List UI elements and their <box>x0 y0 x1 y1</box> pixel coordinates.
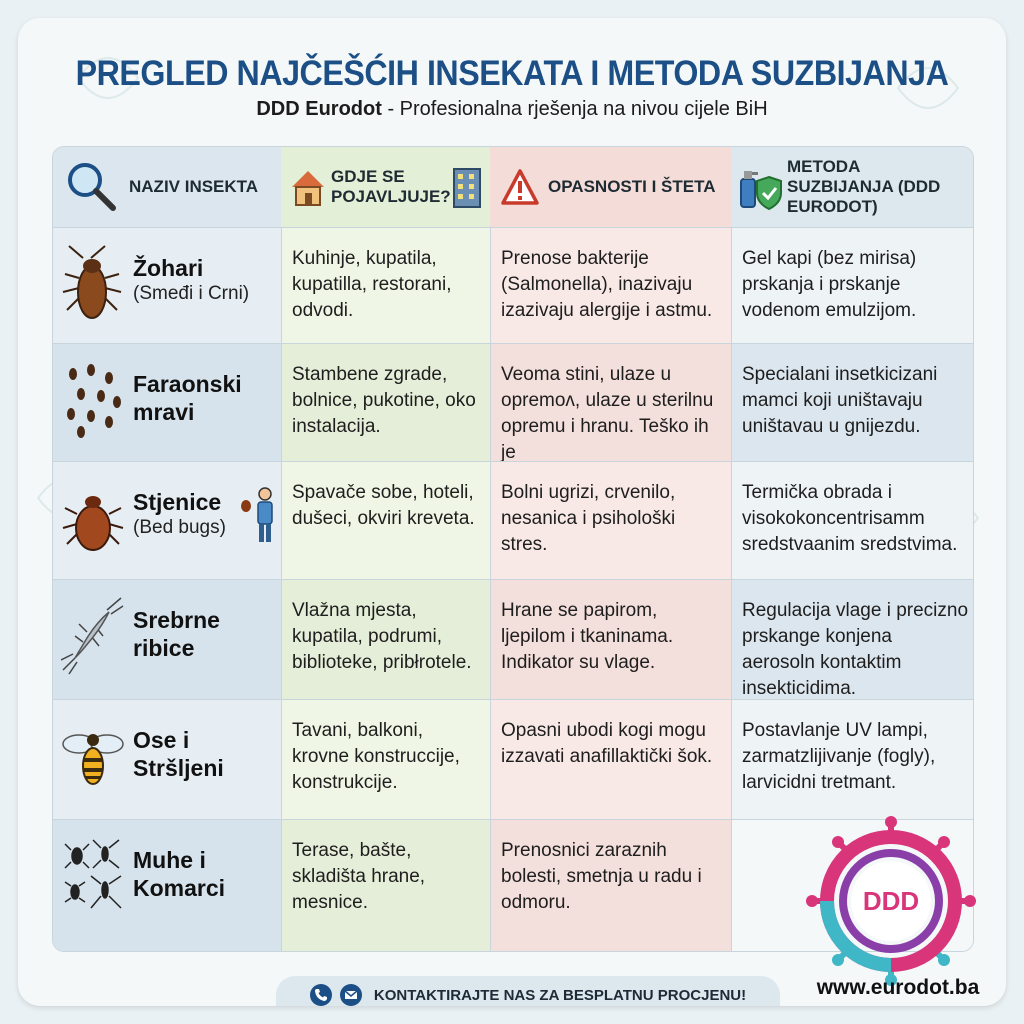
spray-shield-icon <box>737 163 783 211</box>
danger-text: Hrane se papirom, ljepilom i tkaninama. Indikator su vlage. <box>501 600 674 673</box>
contact-bar[interactable] <box>276 976 780 1006</box>
flies-mosquitoes-icon <box>61 836 125 916</box>
insect-name: Stjenice (Bed bugs) <box>133 489 226 538</box>
warning-icon <box>500 168 540 206</box>
logo-text: DDD <box>862 886 920 916</box>
email-icon <box>340 984 362 1006</box>
cockroach-icon <box>61 244 125 324</box>
where-text: Kuhinje, kupatila, kupatilla, restorani, odvodi. <box>292 248 452 321</box>
bedbug-icon <box>61 478 125 558</box>
table-header <box>53 147 974 227</box>
method-text: Regulacija vlage i precizno prskange konjena aerosoln kontaktim insekticidima. <box>742 600 969 699</box>
header-label: GDJE SE POJAVLJUJE? <box>331 167 451 206</box>
person-icon <box>237 486 277 546</box>
contact-cta: KONTAKTIRAJTE NAS ZA BESPLATNU PROCJENU! <box>373 986 747 1004</box>
website-link[interactable]: www.eurodot.ba <box>816 976 980 999</box>
danger-text: Veoma stini, ulaze u opremoʌ, ulaze u sterilnu opremu i hranu. Teško ih je <box>501 364 714 463</box>
header-cell-where <box>281 147 490 227</box>
building-icon <box>451 165 483 209</box>
page-subtitle <box>18 98 1006 121</box>
header-cell-name <box>53 147 281 227</box>
table-row <box>53 699 974 819</box>
header-cell-method <box>731 147 974 227</box>
header-cell-danger <box>490 147 731 227</box>
method-text: Termička obrada i visokokoncentrisamm sredstvaanim sredstvima. <box>742 482 958 555</box>
insect-name: Ose i Stršljeni <box>133 727 224 781</box>
header-label: OPASNOSTI I ŠTETA <box>548 177 716 196</box>
method-text: Specialani insetkicizani mamci koji uništavaju uništavau u gnijezdu. <box>742 364 938 437</box>
where-text: Tavani, balkoni, krovne konstruccije, konstrukcije. <box>292 720 460 793</box>
insect-name: Faraonski mravi <box>133 371 242 425</box>
phone-icon <box>310 984 332 1006</box>
where-text: Spavače sobe, hoteli, dušeci, okviri kreveta. <box>292 482 475 529</box>
subtitle-brand: DDD Eurodot <box>256 98 382 120</box>
magnifier-icon <box>63 158 121 216</box>
insect-name: Muhe i Komarci <box>133 847 226 901</box>
infographic-card <box>18 18 1006 1006</box>
insect-name: Žohari (Smeđi i Crni) <box>133 255 250 304</box>
method-text: Gel kapi (bez mirisa) prskanja i prskanje vodenom emulzijom. <box>742 248 917 321</box>
where-text: Stambene zgrade, bolnice, pukotine, oko instalacija. <box>292 364 476 437</box>
danger-text: Prenosnici zaraznih bolesti, smetnja u radu i odmoru. <box>501 840 702 913</box>
where-text: Terase, bašte, skladišta hrane, mesnice. <box>292 840 426 913</box>
wasp-icon <box>61 716 125 796</box>
header-label: NAZIV INSEKTA <box>129 177 259 196</box>
method-text: Postavlanje UV lampi, zarmatzlijivanje (fogly), larvicidni tretmant. <box>742 720 936 793</box>
subtitle-text: - Profesionalna rješenja na nivou cijele BiH <box>381 98 768 120</box>
table-row <box>53 461 974 579</box>
eurodot-logo <box>806 816 976 986</box>
ants-icon <box>61 360 125 440</box>
house-icon <box>289 165 327 209</box>
danger-text: Bolni ugrizi, crvenilo, nesanica i psihološki stres. <box>501 482 676 555</box>
danger-text: Prenose bakterije (Salmonella), inazivaju izazivaju alergije i astmu. <box>501 248 713 321</box>
silverfish-icon <box>61 596 125 676</box>
insect-name: Srebrne ribice <box>133 607 220 661</box>
danger-text: Opasni ubodi kogi mogu izzavati anafillaktički šok. <box>501 720 713 767</box>
table-row <box>53 579 974 699</box>
where-text: Vlažna mjesta, kupatila, podrumi, biblioteke, pribłrotele. <box>292 600 472 673</box>
table-row <box>53 227 974 343</box>
table-row <box>53 343 974 461</box>
page-title: PREGLED NAJČEŠĆIH INSEKATA I METODA SUZBIJANJA <box>75 54 949 93</box>
header-label: METODA SUZBIJANJA (DDD EURODOT) <box>787 157 941 216</box>
